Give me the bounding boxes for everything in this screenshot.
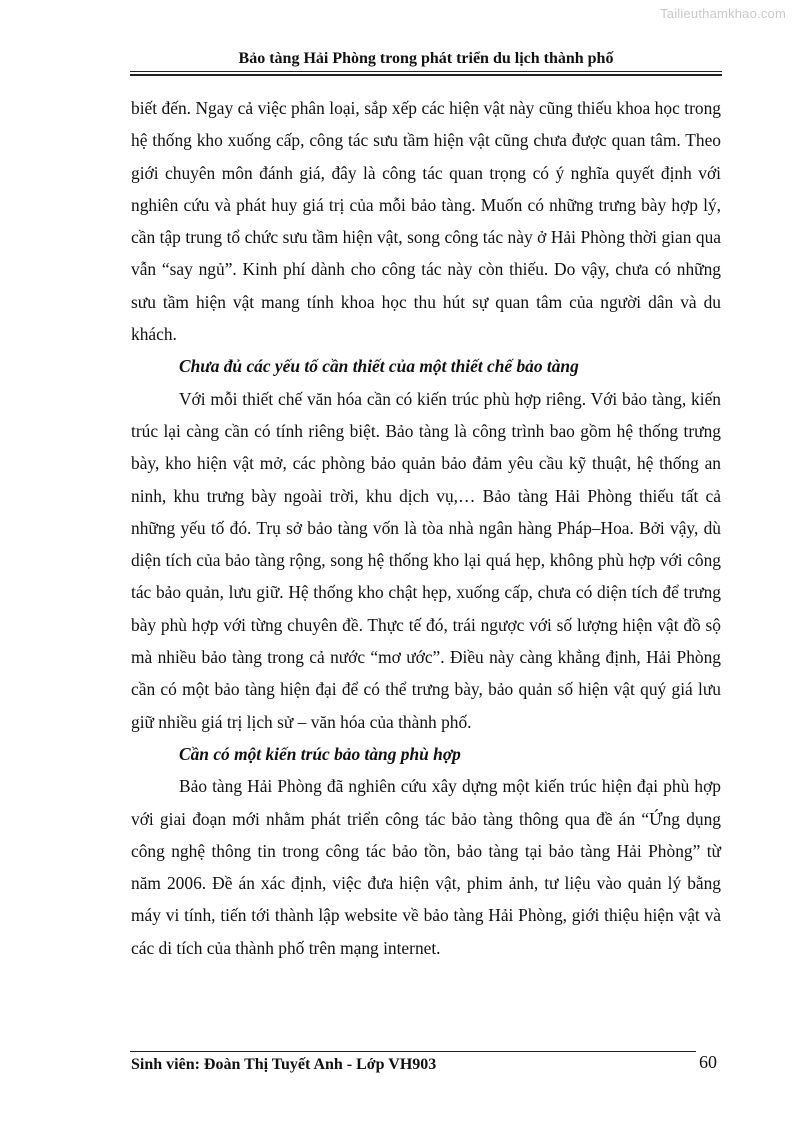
paragraph: Bảo tàng Hải Phòng đã nghiên cứu xây dựng một kiến trúc hiện đại phù hợp với giai đoạn mới nhằm phát triển công tác bảo tàng thông qua đề án “Ứng dụng công nghệ thông tin trong công tác bảo tồn, bảo tàng tại bảo tàng Hải Phòng” từ năm 2006. Đề án xác định, việc đưa hiện vật, phim ảnh, tư liệu vào quản lý bằng máy vi tính, tiến tới thành lập website về bảo tàng Hải Phòng, giới thiệu hiện vật và các di tích của thành phố trên mạng internet.: [131, 776, 721, 958]
header-rule-thick: [130, 74, 722, 76]
section-heading: Cần có một kiến trúc bảo tàng phù hợp: [179, 743, 461, 764]
footer-author: Sinh viên: Đoàn Thị Tuyết Anh - Lớp VH903: [131, 1056, 437, 1073]
paragraph: Với mỗi thiết chế văn hóa cần có kiến trúc phù hợp riêng. Với bảo tàng, kiến trúc lại càng cần có tính riêng biệt. Bảo tàng là công trình bao gồm hệ thống trưng bày, kho hiện vật mở, các phòng bảo quản bảo đảm yêu cầu kỹ thuật, hệ thống an ninh, khu trưng bày ngoài trời, khu dịch vụ,… Bảo tàng Hải Phòng thiếu tất cả những yếu tố đó. Trụ sở bảo tàng vốn là tòa nhà ngân hàng Pháp–Hoa. Bởi vậy, dù diện tích của bảo tàng rộng, song hệ thống kho lại quá hẹp, không phù hợp với công tác bảo quản, lưu giữ. Hệ thống kho chật hẹp, xuống cấp, chưa có diện tích để trưng bày phù hợp với từng chuyên đề. Thực tế đó, trái ngược với số lượng hiện vật đồ sộ mà nhiều bảo tàng trong cả nước “mơ ước”. Điều này càng khẳng định, Hải Phòng cần có một bảo tàng hiện đại để có thể trưng bày, bảo quản số hiện vật quý giá lưu giữ nhiều giá trị lịch sử – văn hóa của thành phố.: [131, 388, 721, 732]
section-heading: Chưa đủ các yếu tố cần thiết của một thiết chế bảo tàng: [179, 356, 579, 377]
page-number: 60: [699, 1052, 717, 1072]
running-header-title: Bảo tàng Hải Phòng trong phát triển du lịch thành phố: [238, 50, 614, 67]
watermark: Tailieuthamkhao.com: [660, 6, 786, 21]
footer-rule: [130, 1051, 696, 1052]
paragraph-continued: biết đến. Ngay cả việc phân loại, sắp xếp các hiện vật này cũng thiếu khoa học trong hệ thống kho xuống cấp, công tác sưu tầm hiện vật cũng chưa được quan tâm. Theo giới chuyên môn đánh giá, đây là công tác quan trọng có ý nghĩa quyết định với nghiên cứu và phát huy giá trị của mỗi bảo tàng. Muốn có những trưng bày hợp lý, cần tập trung tổ chức sưu tầm hiện vật, song công tác này ở Hải Phòng thời gian qua vẫn “say ngủ”. Kinh phí dành cho công tác này còn thiếu. Do vậy, chưa có những sưu tầm hiện vật mang tính khoa học thu hút sự quan tâm của người dân và du khách.: [131, 98, 721, 345]
page-body: [131, 92, 721, 964]
header-rule: [130, 71, 722, 72]
